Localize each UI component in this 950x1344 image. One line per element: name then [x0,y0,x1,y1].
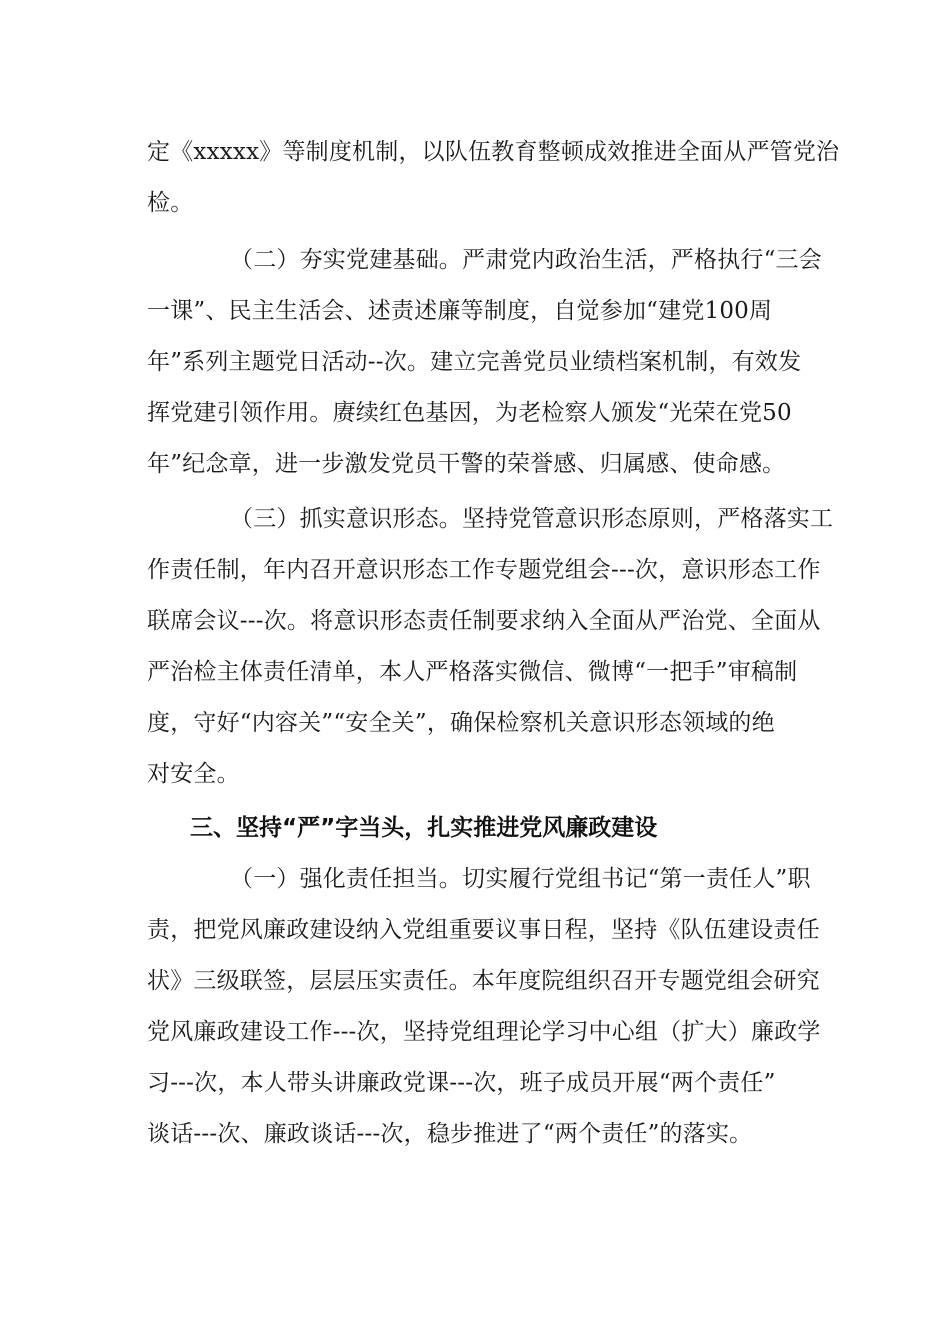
paragraph-line: 年”系列主题党日活动--次。建立完善党员业绩档案机制，有效发 [147,349,802,375]
paragraph-line: 检。 [147,190,194,216]
paragraph-line: （三）抓实意识形态。坚持党管意识形态原则，严格落实工 [230,506,834,532]
paragraph-line: 谈话---次、廉政谈话---次，稳步推进了“两个责任”的落实。 [147,1121,753,1147]
paragraph-line: 作责任制，年内召开意识形态工作专题党组会---次，意识形态工作 [147,557,821,583]
paragraph-line: 年”纪念章，进一步激发党员干警的荣誉感、归属感、使命感。 [147,451,786,477]
paragraph-line: 习---次，本人带头讲廉政党课---次，班子成员开展“两个责任” [147,1070,776,1096]
paragraph-responsibility [147,854,821,1160]
paragraph-line: 联席会议---次。将意识形态责任制要求纳入全面从严治党、全面从 [147,608,821,634]
paragraph-line: 对安全。 [147,761,240,787]
paragraph-line: 一课”、民主生活会、述责述廉等制度，自觉参加“建党100周 [147,298,773,324]
paragraph-line: （二）夯实党建基础。严肃党内政治生活，严格执行“三会 [230,247,822,273]
paragraph-line: （一）强化责任担当。切实履行党组书记“第一责任人”职 [230,866,811,892]
paragraph-line: 挥党建引领作用。赓续红色基因，为老检察人颁发“光荣在党50 [147,400,792,426]
paragraph-line: 状》三级联签，层层压实责任。本年度院组织召开专题党组会研究 [147,968,820,994]
paragraph-continuation [147,127,840,229]
paragraph-line: 党风廉政建设工作---次，坚持党组理论学习中心组（扩大）廉政学 [147,1019,821,1045]
section-heading: 三、坚持“严”字当头，扎实推进党风廉政建设 [190,815,658,841]
paragraph-line: 严治检主体责任清单，本人严格落实微信、微博“一把手”审稿制 [147,659,798,685]
paragraph-party-building [147,235,822,490]
paragraph-line: 责，把党风廉政建设纳入党组重要议事日程，坚持《队伍建设责任 [147,917,820,943]
paragraph-line: 定《xxxxx》等制度机制，以队伍教育整顿成效推进全面从严管党治 [147,139,840,165]
paragraph-line: 度，守好“内容关”“安全关”，确保检察机关意识形态领域的绝 [147,710,775,736]
paragraph-ideology [147,494,834,800]
